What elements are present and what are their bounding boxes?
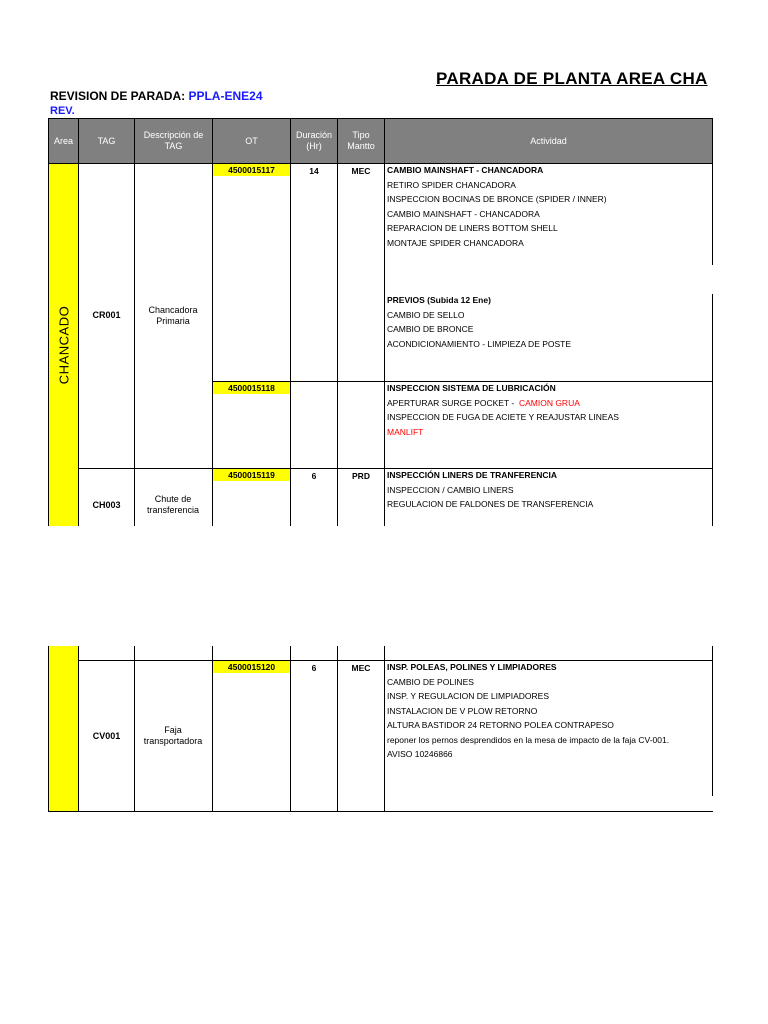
grid-line [212, 118, 213, 526]
actividad-line: AVISO 10246866 [387, 749, 453, 759]
ot-4500015117: 4500015117 [213, 164, 290, 176]
tipo-cell: MEC [351, 166, 371, 176]
actividad-line: CAMBIO DE SELLO [387, 309, 465, 320]
grid-line [384, 118, 385, 526]
duracion-cell: 6 [311, 663, 317, 673]
grid-line [712, 118, 713, 265]
grid-line [134, 646, 135, 812]
header-ot: OT [213, 119, 290, 163]
tag-cv001: CV001 [92, 731, 121, 741]
ot-4500015118: 4500015118 [213, 382, 290, 394]
actividad-heading: INSPECCION SISTEMA DE LUBRICACIÓN [387, 383, 556, 393]
area-band-bottom [49, 646, 78, 812]
revision-label: REVISION DE PARADA: [50, 89, 186, 103]
actividad-block [387, 660, 669, 762]
actividad-heading: PREVIOS (Subida 12 Ene) [387, 295, 491, 305]
tipo-cell: MEC [351, 663, 371, 673]
tipo-cell: PRD [352, 471, 370, 481]
grid-line [712, 646, 713, 796]
grid-line [712, 294, 713, 526]
actividad-heading: INSP. POLEAS, POLINES Y LIMPIADORES [387, 662, 557, 672]
actividad-block [387, 293, 571, 351]
grid-line [48, 811, 713, 812]
equipment-note: MANLIFT [387, 426, 424, 437]
actividad-line: CAMBIO DE POLINES [387, 676, 474, 687]
header-tipo: Tipo Mantto [338, 119, 384, 163]
area-label: CHANCADO [56, 305, 71, 384]
grid-line [384, 646, 385, 812]
actividad-line: REGULACION DE FALDONES DE TRANSFERENCIA [387, 499, 594, 509]
descripcion-cr001: Chancadora Primaria [148, 305, 198, 326]
actividad-line: reponer los pernos desprendidos en la mesa de impacto de la faja CV-001. [387, 734, 670, 745]
actividad-line: CAMBIO DE BRONCE [387, 324, 474, 334]
revision-value: PPLA-ENE24 [188, 89, 263, 103]
revision-line [50, 89, 263, 103]
grid-line [49, 163, 713, 164]
actividad-line: INSPECCION DE FUGA DE ACIETE Y REAJUSTAR LINEAS [387, 412, 619, 422]
actividad-line: ALTURA BASTIDOR 24 RETORNO POLEA CONTRAPESO [387, 720, 614, 730]
header-duracion: Duración (Hr) [291, 119, 337, 163]
grid-line [290, 118, 291, 526]
tag-cr001: CR001 [92, 310, 121, 320]
grid-line [134, 118, 135, 526]
grid-line [48, 118, 49, 526]
grid-line [48, 646, 49, 812]
tag-ch003: CH003 [92, 500, 121, 510]
grid-line [337, 118, 338, 526]
equipment-note: CAMION GRUA [518, 397, 580, 408]
actividad-line: INSPECCION BOCINAS DE BRONCE (SPIDER / INNER) [387, 194, 607, 204]
actividad-heading: CAMBIO MAINSHAFT - CHANCADORA [387, 165, 544, 175]
actividad-line: INSTALACION DE V PLOW RETORNO [387, 705, 538, 716]
actividad-heading: INSPECCIÓN LINERS DE TRANFERENCIA [387, 470, 558, 480]
actividad-line: MONTAJE SPIDER CHANCADORA [387, 237, 524, 248]
ot-4500015120: 4500015120 [213, 661, 290, 673]
grid-line [49, 118, 713, 119]
descripcion-ch003: Chute de transferencia [146, 494, 200, 515]
actividad-line: APERTURAR SURGE POCKET - CAMION GRUA [387, 397, 580, 408]
grid-line [78, 646, 79, 812]
actividad-block [387, 163, 607, 250]
header-area: Area [49, 119, 78, 163]
grid-line [78, 118, 79, 526]
actividad-line: RETIRO SPIDER CHANCADORA [387, 179, 516, 190]
actividad-line: REPARACION DE LINERS BOTTOM SHELL [387, 223, 558, 233]
header-descripcion: Descripción de TAG [135, 119, 212, 163]
header-tag: TAG [79, 119, 134, 163]
rev-label: REV. [50, 105, 75, 117]
actividad-block [387, 381, 619, 439]
header-actividad: Actividad [385, 119, 712, 163]
page-title: PARADA DE PLANTA AREA CHA [436, 69, 708, 88]
actividad-line: ACONDICIONAMIENTO - LIMPIEZA DE POSTE [387, 338, 572, 349]
duracion-cell: 14 [309, 166, 319, 176]
actividad-block [387, 468, 593, 512]
actividad-line: INSPECCION / CAMBIO LINERS [387, 484, 514, 495]
duracion-cell: 6 [311, 471, 317, 481]
descripcion-cv001: Faja transportadora [143, 725, 203, 746]
actividad-line: CAMBIO MAINSHAFT - CHANCADORA [387, 208, 540, 219]
actividad-line: INSP. Y REGULACION DE LIMPIADORES [387, 691, 550, 701]
ot-4500015119: 4500015119 [213, 469, 290, 481]
